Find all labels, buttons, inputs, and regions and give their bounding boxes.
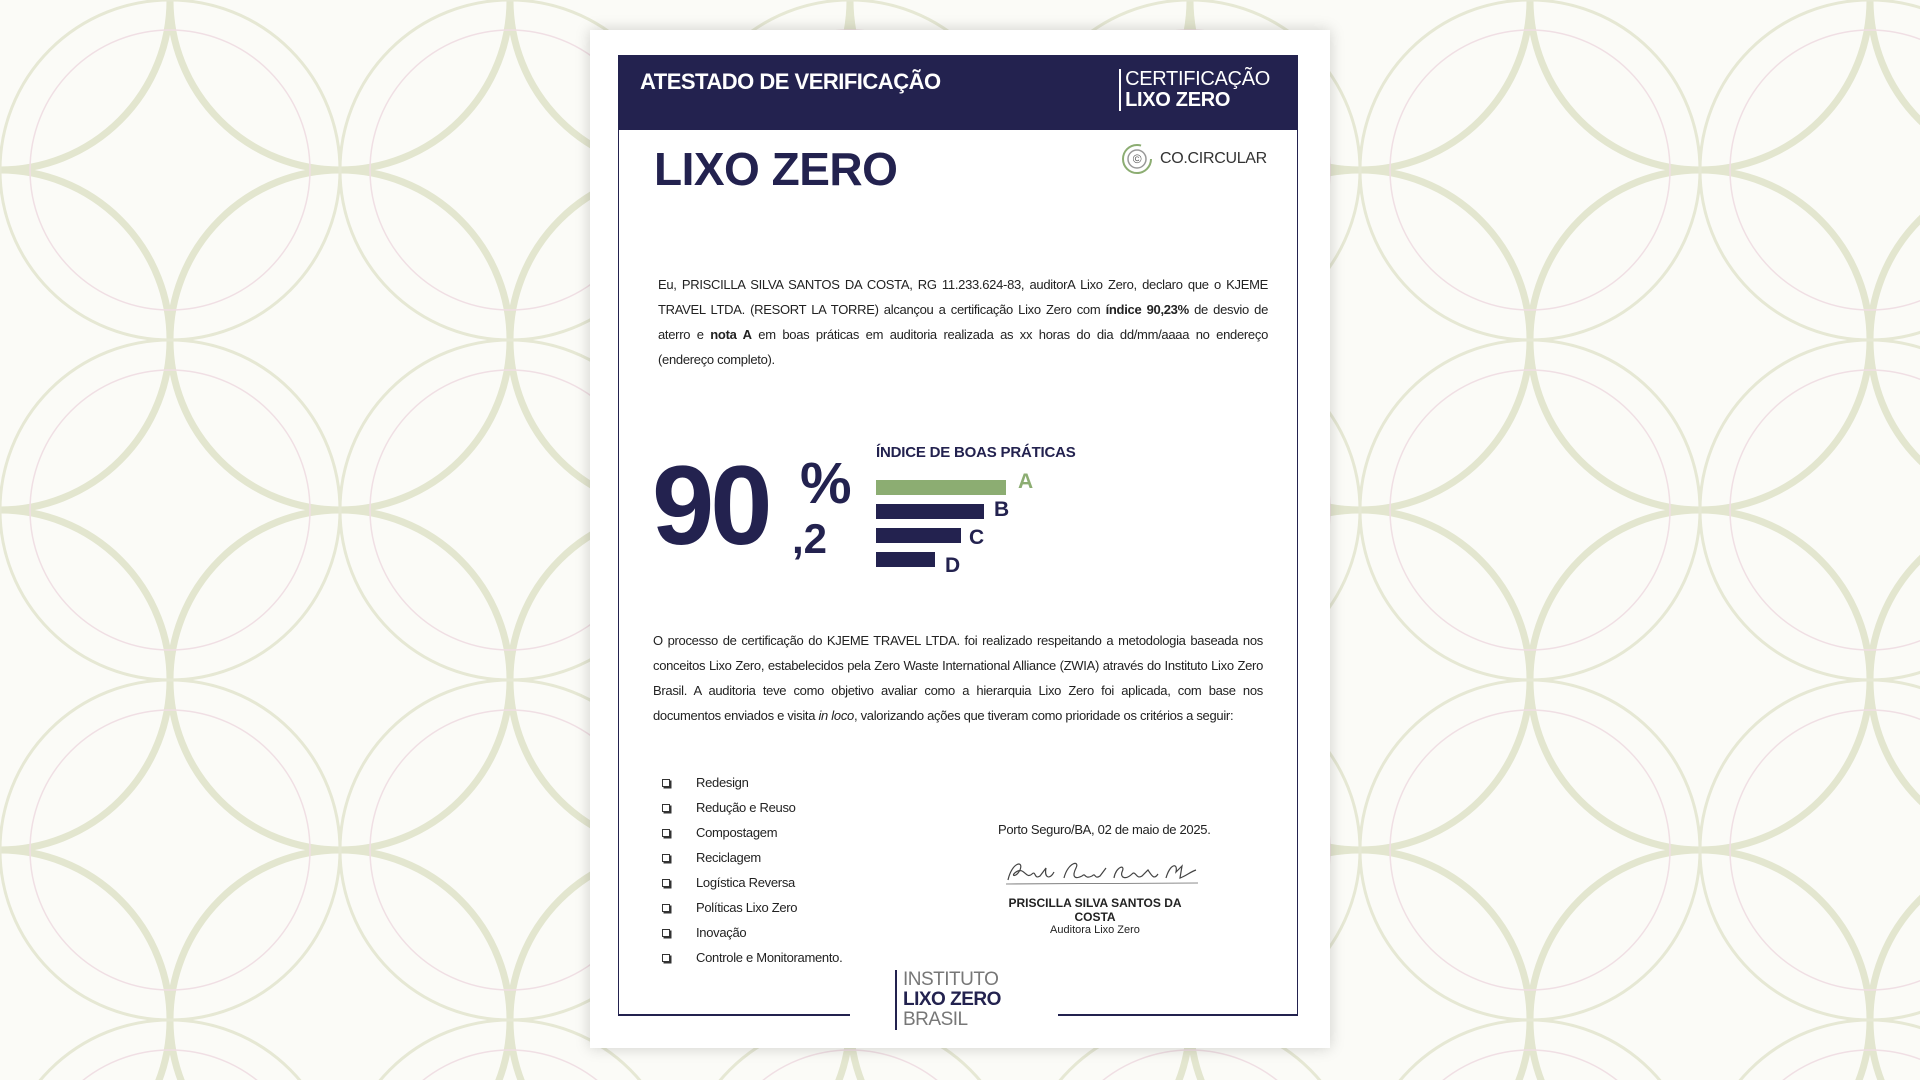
frame-bottom-line-right bbox=[1058, 1014, 1298, 1016]
frame-bottom-line-left bbox=[618, 1014, 850, 1016]
page-title: LIXO ZERO bbox=[654, 143, 898, 195]
checkbox-bullet-icon bbox=[662, 829, 670, 837]
score-decimal: ,2 bbox=[792, 515, 828, 562]
criteria-list bbox=[662, 770, 842, 970]
signature-image bbox=[1002, 854, 1202, 888]
checkbox-bullet-icon bbox=[662, 779, 670, 787]
checkbox-bullet-icon bbox=[662, 954, 670, 962]
header-title: ATESTADO DE VERIFICAÇÃO bbox=[640, 69, 941, 94]
footer-logo-line1: INSTITUTO bbox=[903, 969, 999, 990]
score-integer: 90 bbox=[652, 443, 769, 568]
co-circular-text: CO.CIRCULAR bbox=[1160, 150, 1267, 167]
cert-logo-line1: CERTIFICAÇÃO bbox=[1125, 68, 1270, 90]
grade-bar-c bbox=[876, 528, 961, 543]
certification-logo bbox=[1119, 69, 1270, 111]
grade-label-d: D bbox=[945, 554, 961, 577]
criteria-label: Logística Reversa bbox=[696, 875, 795, 890]
criteria-label: Reciclagem bbox=[696, 850, 761, 865]
footer-logo-line2: LIXO ZERO bbox=[903, 989, 1001, 1010]
criteria-label: Controle e Monitoramento. bbox=[696, 950, 843, 965]
criteria-label: Inovação bbox=[696, 925, 747, 940]
criteria-item bbox=[662, 870, 842, 895]
process-text: O processo de certificação do KJEME TRAVEL LTDA. foi realizado respeitando a metodologia baseada nos conceitos Lixo Zero, estabelecidos pela Zero Waste International Alliance (ZWIA) através do Instituto Lixo Zero Brasil. A auditoria teve como objetivo avaliar como a hierarquia Lixo Zero foi aplicada, com base nos documentos enviados e visita in loco, valorizando ações que tiveram como prioridade os critérios a seguir: bbox=[653, 633, 1263, 723]
criteria-label: Redesign bbox=[696, 775, 749, 790]
checkbox-bullet-icon bbox=[662, 854, 670, 862]
criteria-label: Redução e Reuso bbox=[696, 800, 796, 815]
grade-bar-a bbox=[876, 480, 1006, 495]
grade-bar-b bbox=[876, 504, 984, 519]
grade-label-b: B bbox=[994, 498, 1010, 521]
header-bar bbox=[618, 55, 1298, 130]
criteria-item bbox=[662, 895, 842, 920]
checkbox-bullet-icon bbox=[662, 929, 670, 937]
signer-role: Auditora Lixo Zero bbox=[1050, 924, 1140, 936]
cert-logo-line2: LIXO ZERO bbox=[1125, 89, 1231, 111]
criteria-item bbox=[662, 820, 842, 845]
instituto-lixo-zero-logo bbox=[895, 970, 1043, 1030]
footer-logo-line3: BRASIL bbox=[903, 1009, 968, 1030]
criteria-item bbox=[662, 920, 842, 945]
certificate-page bbox=[590, 30, 1330, 1048]
co-circular-logo bbox=[1120, 142, 1267, 176]
criteria-label: Políticas Lixo Zero bbox=[696, 900, 798, 915]
signer-name: PRISCILLA SILVA SANTOS DA COSTA bbox=[1008, 896, 1182, 924]
practices-index-title: ÍNDICE DE BOAS PRÁTICAS bbox=[876, 444, 1076, 461]
criteria-label: Compostagem bbox=[696, 825, 778, 840]
criteria-item bbox=[662, 845, 842, 870]
checkbox-bullet-icon bbox=[662, 904, 670, 912]
score-percent-sign: % bbox=[800, 451, 852, 516]
criteria-item bbox=[662, 945, 842, 970]
criteria-item bbox=[662, 770, 842, 795]
grade-label-a: A bbox=[1018, 470, 1034, 493]
svg-text:©: © bbox=[1132, 152, 1142, 166]
checkbox-bullet-icon bbox=[662, 804, 670, 812]
circular-c-icon bbox=[1120, 142, 1154, 176]
grade-label-c: C bbox=[969, 526, 985, 549]
declaration-text: Eu, PRISCILLA SILVA SANTOS DA COSTA, RG 11.233.624-83, auditorA Lixo Zero, declaro que o KJEME TRAVEL LTDA. (RESORT LA TORRE) alcançou a certificação Lixo Zero com índice 90,23% de desvio de aterro e nota A em boas práticas em auditoria realizada as xx horas do dia dd/mm/aaaa no endereço (endereço completo). bbox=[658, 277, 1268, 367]
checkbox-bullet-icon bbox=[662, 879, 670, 887]
grade-bar-d bbox=[876, 552, 935, 567]
criteria-item bbox=[662, 795, 842, 820]
place-date: Porto Seguro/BA, 02 de maio de 2025. bbox=[998, 822, 1211, 837]
